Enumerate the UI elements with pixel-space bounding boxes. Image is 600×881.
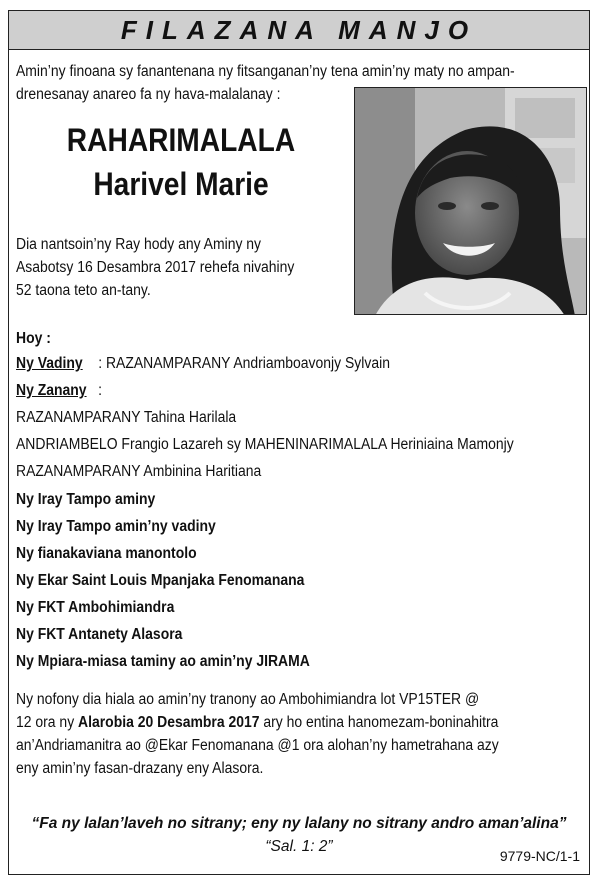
child-1: RAZANAMPARANY Tahina Harilala: [16, 409, 237, 426]
child-3: RAZANAMPARANY Ambinina Haritiana: [16, 463, 262, 480]
spouse-name: : RAZANAMPARANY Andriamboavonjy Sylvain: [98, 355, 390, 372]
group-1: Ny Iray Tampo aminy: [16, 491, 156, 508]
death-notice-line-3: 52 taona teto an-tany.: [16, 282, 151, 299]
burial-line-2-start: 12 ora ny: [16, 714, 79, 731]
group-4: Ny Ekar Saint Louis Mpanjaka Fenomanana: [16, 572, 305, 589]
children-line: [16, 379, 102, 402]
death-notice: [16, 233, 294, 302]
intro-line-1: Amin’ny finoana sy fanantenana ny fitsanganan’ny tena amin’ny maty no ampan-: [16, 63, 515, 80]
group-7: Ny Mpiara-miasa taminy ao amin’ny JIRAMA: [16, 653, 310, 670]
burial-line-3: an’Andriamanitra ao @Ekar Fenomanana @1 ora alohan’ny hametrahana azy: [16, 737, 499, 754]
notice-header: [8, 10, 590, 50]
spouse-line: [16, 352, 390, 375]
family-intro-label: Hoy :: [16, 330, 51, 347]
group-6: Ny FKT Antanety Alasora: [16, 626, 183, 643]
bible-reference: “Sal. 1: 2”: [265, 838, 333, 855]
burial-line-2-end: ary ho entina hanomezam-boninahitra: [259, 714, 499, 731]
children-label: Ny Zanany: [16, 382, 87, 399]
burial-date: Alarobia 20 Desambra 2017: [78, 714, 260, 731]
portrait-photo: [354, 87, 587, 315]
group-5: Ny FKT Ambohimiandra: [16, 599, 175, 616]
burial-line-4: eny amin’ny fasan-drazany eny Alasora.: [16, 760, 264, 777]
children-colon: :: [98, 382, 103, 399]
portrait-image: [355, 88, 587, 315]
death-notice-line-1: Dia nantsoin’ny Ray hody any Aminy ny: [16, 236, 262, 253]
notice-title: FILAZANA MANJO: [120, 14, 478, 45]
bible-quote: “Fa ny lalan’laveh no sitrany; eny ny lalany no sitrany andro aman’alina”: [31, 815, 567, 832]
intro-line-2: drenesanay anareo fa ny hava-malalanay :: [16, 86, 281, 103]
burial-line-2: [16, 711, 499, 734]
burial-line-1: Ny nofony dia hiala ao amin’ny tranony ao Ambohimiandra lot VP15TER @: [16, 691, 480, 708]
group-2: Ny Iray Tampo amin’ny vadiny: [16, 518, 216, 535]
group-3: Ny fianakaviana manontolo: [16, 545, 197, 562]
deceased-given-names: Harivel Marie: [93, 166, 269, 202]
deceased-surname: RAHARIMALALA: [66, 122, 296, 158]
spouse-label: Ny Vadiny: [16, 355, 83, 372]
burial-details: [16, 688, 499, 780]
death-notice-line-2: Asabotsy 16 Desambra 2017 rehefa nivahiny: [16, 259, 295, 276]
child-2: ANDRIAMBELO Frangio Lazareh sy MAHENINARIMALALA Heriniaina Mamonjy: [16, 436, 514, 453]
ad-code: 9779-NC/1-1: [499, 848, 580, 864]
